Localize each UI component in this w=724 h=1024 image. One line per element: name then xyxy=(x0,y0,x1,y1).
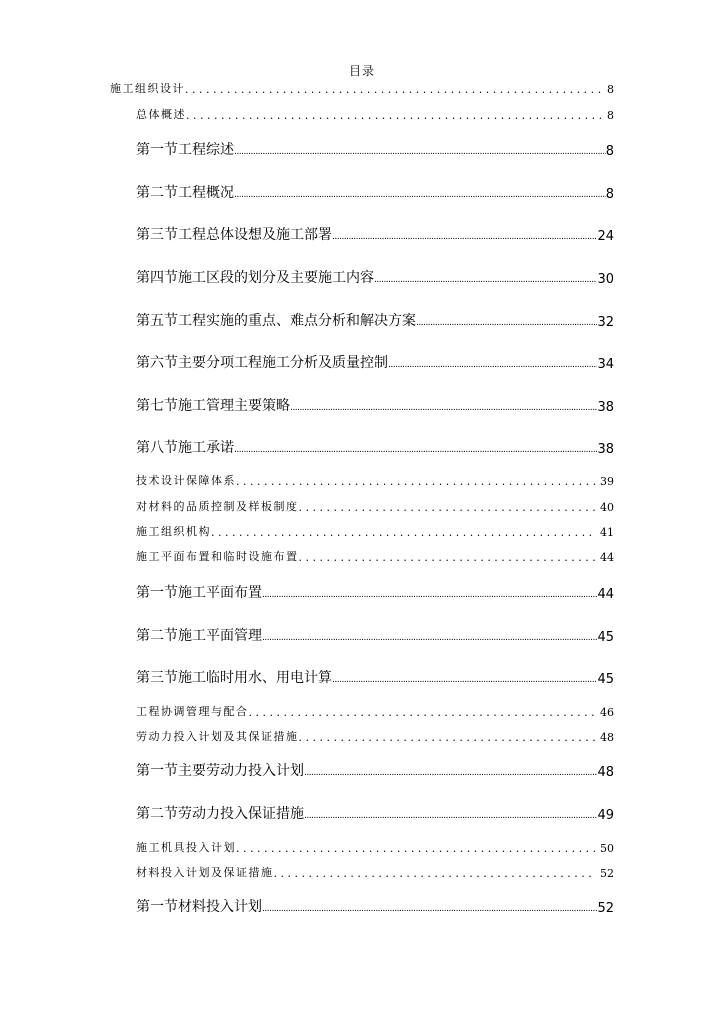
dot-leader xyxy=(236,842,596,855)
toc-entry-label: 施工组织设计 xyxy=(110,82,185,95)
dot-leader xyxy=(249,706,597,719)
toc-entry-label: 第一节工程综述 xyxy=(136,142,234,158)
dot-leader xyxy=(332,676,597,685)
toc-entry-label: 施工组织机构 xyxy=(136,525,211,538)
toc-entry xyxy=(136,500,614,514)
toc-entry-label: 第七节施工管理主要策略 xyxy=(136,398,290,414)
toc-entry-page: 40 xyxy=(600,501,614,514)
toc-entry xyxy=(136,841,614,855)
dot-leader xyxy=(186,109,603,122)
toc-entry xyxy=(136,439,614,457)
toc-entry xyxy=(136,525,614,539)
toc-entry-page: 34 xyxy=(597,357,614,372)
toc-entry-page: 8 xyxy=(605,144,614,159)
dot-leader xyxy=(299,501,597,514)
toc-entry xyxy=(136,705,614,719)
toc-entry-label: 第一节材料投入计划 xyxy=(136,899,262,915)
dot-leader xyxy=(304,812,597,821)
toc-entry-label: 材料投入计划及保证措施 xyxy=(136,866,274,879)
dot-leader xyxy=(416,319,597,328)
toc-entry-page: 44 xyxy=(597,587,614,602)
toc-entry-page: 52 xyxy=(600,867,614,880)
toc-entry xyxy=(136,805,614,823)
toc-entry-page: 48 xyxy=(597,765,614,780)
toc-title: 目录 xyxy=(348,64,375,78)
toc-entry xyxy=(136,184,614,202)
toc-entry-page: 49 xyxy=(597,808,614,823)
toc-entry-label: 对材料的品质控制及样板制度 xyxy=(136,500,299,513)
toc-entry xyxy=(136,269,614,287)
toc-entry xyxy=(136,730,614,744)
toc-entry xyxy=(136,474,614,488)
toc-entry-page: 50 xyxy=(600,842,614,855)
dot-leader xyxy=(234,191,606,200)
toc-entry xyxy=(136,397,614,415)
dot-leader xyxy=(299,551,597,564)
dot-leader xyxy=(211,526,596,539)
toc-entry xyxy=(136,141,614,159)
toc-entry xyxy=(136,550,614,564)
toc-entry-label: 技术设计保障体系 xyxy=(136,474,236,487)
toc-entry-label: 第三节工程总体设想及施工部署 xyxy=(136,227,332,243)
dot-leader xyxy=(185,83,603,96)
toc-entry-page: 48 xyxy=(600,731,614,744)
dot-leader xyxy=(234,148,606,157)
dot-leader xyxy=(262,905,597,914)
toc-entry-page: 46 xyxy=(600,706,614,719)
toc-entry-label: 第二节工程概况 xyxy=(136,185,234,201)
toc-entry xyxy=(136,226,614,244)
toc-entry-label: 第四节施工区段的划分及主要施工内容 xyxy=(136,270,374,286)
dot-leader xyxy=(388,361,597,370)
toc-entry xyxy=(110,82,614,96)
dot-leader xyxy=(262,591,597,600)
toc-entry-label: 施工机具投入计划 xyxy=(136,841,236,854)
dot-leader xyxy=(290,404,597,413)
dot-leader xyxy=(274,867,597,880)
dot-leader xyxy=(236,475,596,488)
dot-leader xyxy=(304,769,597,778)
toc-entry-page: 30 xyxy=(597,272,614,287)
toc-entry-page: 38 xyxy=(597,400,614,415)
toc-entry-page: 45 xyxy=(597,630,614,645)
dot-leader xyxy=(374,276,597,285)
toc-entry xyxy=(136,762,614,780)
dot-leader xyxy=(299,731,597,744)
toc-entry-label: 第三节施工临时用水、用电计算 xyxy=(136,670,332,686)
toc-entry-label: 第六节主要分项工程施工分析及质量控制 xyxy=(136,355,388,371)
toc-entry-label: 施工平面布置和临时设施布置 xyxy=(136,550,299,563)
toc-entry-page: 41 xyxy=(600,526,614,539)
toc-entry-page: 8 xyxy=(605,187,614,202)
dot-leader xyxy=(234,446,597,455)
toc-entry-label: 劳动力投入计划及其保证措施 xyxy=(136,730,299,743)
toc-entry xyxy=(136,584,614,602)
toc-entry-page: 8 xyxy=(607,109,614,122)
toc-entry-label: 工程协调管理与配合 xyxy=(136,705,249,718)
toc-entry-label: 第二节施工平面管理 xyxy=(136,628,262,644)
toc-entry xyxy=(136,108,614,122)
toc-entry-label: 第八节施工承诺 xyxy=(136,440,234,456)
toc-entry-page: 39 xyxy=(600,475,614,488)
toc-entry-label: 第二节劳动力投入保证措施 xyxy=(136,806,304,822)
toc-entry xyxy=(136,627,614,645)
toc-entry-page: 52 xyxy=(597,901,614,916)
toc-entry-label: 第一节主要劳动力投入计划 xyxy=(136,763,304,779)
toc-entry-page: 32 xyxy=(597,315,614,330)
toc-entry xyxy=(136,354,614,372)
toc-entry xyxy=(136,898,614,916)
toc-entry xyxy=(136,866,614,880)
dot-leader xyxy=(332,233,597,242)
toc-entry-label: 第一节施工平面布置 xyxy=(136,585,262,601)
toc-entry-page: 8 xyxy=(607,83,614,96)
toc-entry-label: 总体概述 xyxy=(136,108,186,121)
toc-entry xyxy=(136,312,614,330)
toc-entry-page: 38 xyxy=(597,442,614,457)
toc-entry-page: 44 xyxy=(600,551,614,564)
toc-entry-label: 第五节工程实施的重点、难点分析和解决方案 xyxy=(136,313,416,329)
toc-entry-page: 24 xyxy=(597,229,614,244)
dot-leader xyxy=(262,634,597,643)
toc-entry-page: 45 xyxy=(597,672,614,687)
toc-entry xyxy=(136,669,614,687)
